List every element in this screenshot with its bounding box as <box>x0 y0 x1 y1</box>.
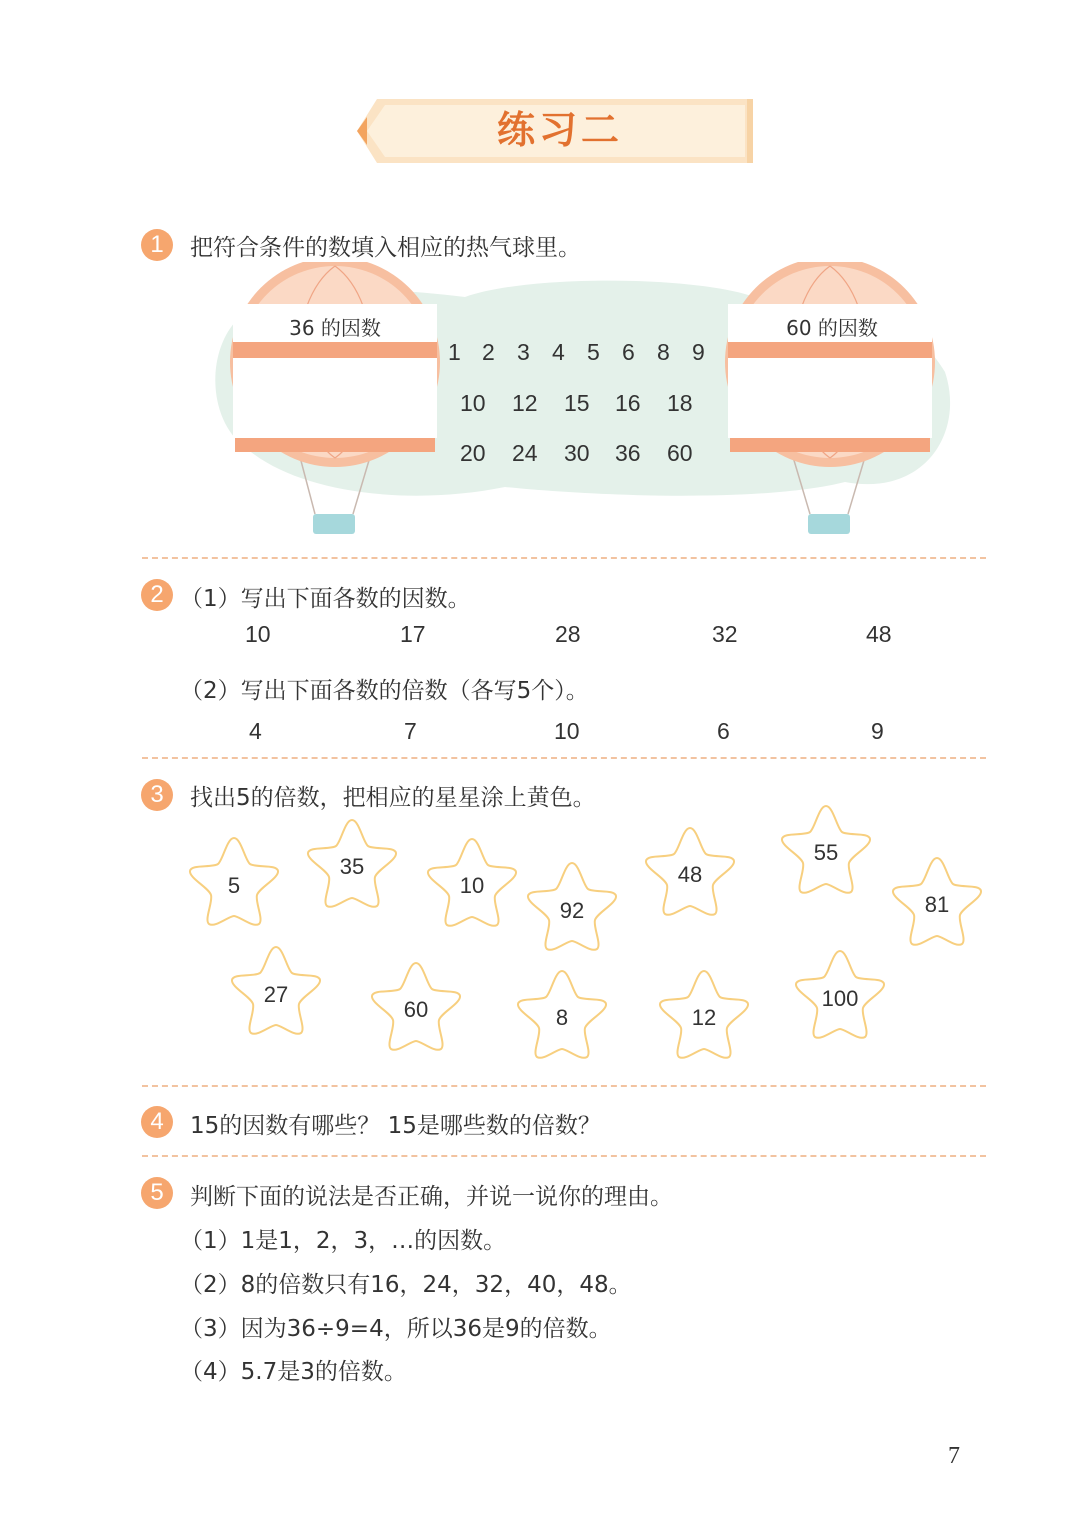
multiple-number: 10 <box>554 718 580 744</box>
star-label: 100 <box>821 986 859 1011</box>
number-3: 3 <box>517 339 530 365</box>
statement-4: （4）5.7是3的倍数。 <box>180 1359 407 1385</box>
number-2: 2 <box>482 339 495 365</box>
number-5: 5 <box>587 339 600 365</box>
star-label: 55 <box>813 840 839 865</box>
question-1-text: 把符合条件的数填入相应的热气球里。 <box>190 235 581 261</box>
star-label: 27 <box>263 982 289 1007</box>
factor-number: 10 <box>245 621 271 647</box>
star-label: 92 <box>559 898 585 923</box>
number-10: 10 <box>460 390 486 416</box>
question-2-number: 2 <box>141 579 173 611</box>
question-3-number: 3 <box>141 779 173 811</box>
question-3-text: 找出5的倍数，把相应的星星涂上黄色。 <box>190 785 596 811</box>
number-1: 1 <box>448 339 461 365</box>
number-20: 20 <box>460 440 486 466</box>
balloon-right-label: 60 的因数 <box>786 316 878 340</box>
star-label: 81 <box>924 892 950 917</box>
multiple-number: 6 <box>717 718 730 744</box>
balloon-left-label: 36 的因数 <box>289 316 381 340</box>
page-number: 7 <box>948 1443 960 1469</box>
section-divider <box>142 757 986 759</box>
number-12: 12 <box>512 390 538 416</box>
factor-number: 32 <box>712 621 738 647</box>
section-divider <box>142 557 986 559</box>
question-5-number: 5 <box>141 1177 173 1209</box>
question-5-text: 判断下面的说法是否正确，并说一说你的理由。 <box>190 1184 673 1210</box>
stars-area[interactable] <box>0 800 1080 1080</box>
statement-3: （3）因为36÷9=4，所以36是9的倍数。 <box>180 1316 612 1342</box>
number-24: 24 <box>512 440 538 466</box>
page-title: 练习二 <box>496 107 623 152</box>
star-label: 10 <box>459 873 485 898</box>
number-8: 8 <box>657 339 670 365</box>
star-label: 8 <box>555 1005 569 1030</box>
number-30: 30 <box>564 440 590 466</box>
star-label: 5 <box>227 873 241 898</box>
star-label: 12 <box>691 1005 717 1030</box>
section-divider <box>142 1085 986 1087</box>
question-4-number: 4 <box>141 1106 173 1138</box>
number-18: 18 <box>667 390 693 416</box>
number-36: 36 <box>615 440 641 466</box>
star-label: 48 <box>677 862 703 887</box>
number-4: 4 <box>552 339 565 365</box>
number-9: 9 <box>692 339 705 365</box>
number-60: 60 <box>667 440 693 466</box>
question-1-number: 1 <box>141 229 173 261</box>
number-16: 16 <box>615 390 641 416</box>
star-label: 35 <box>339 854 365 879</box>
statement-1: （1）1是1，2，3，…的因数。 <box>180 1228 507 1254</box>
star-label: 60 <box>403 997 429 1022</box>
number-15: 15 <box>564 390 590 416</box>
question-4-text: 15的因数有哪些？ 15是哪些数的倍数？ <box>190 1113 601 1139</box>
factor-number: 48 <box>866 621 892 647</box>
multiple-number: 4 <box>249 718 262 744</box>
factor-number: 17 <box>400 621 426 647</box>
section-divider <box>142 1155 986 1157</box>
question-2-part-1: （1）写出下面各数的因数。 <box>180 586 471 612</box>
factor-number: 28 <box>555 621 581 647</box>
multiple-number: 7 <box>404 718 417 744</box>
question-2-part-2: （2）写出下面各数的倍数（各写5个）。 <box>180 678 589 704</box>
multiple-number: 9 <box>871 718 884 744</box>
number-6: 6 <box>622 339 635 365</box>
statement-2: （2）8的倍数只有16，24，32，40，48。 <box>180 1272 632 1298</box>
